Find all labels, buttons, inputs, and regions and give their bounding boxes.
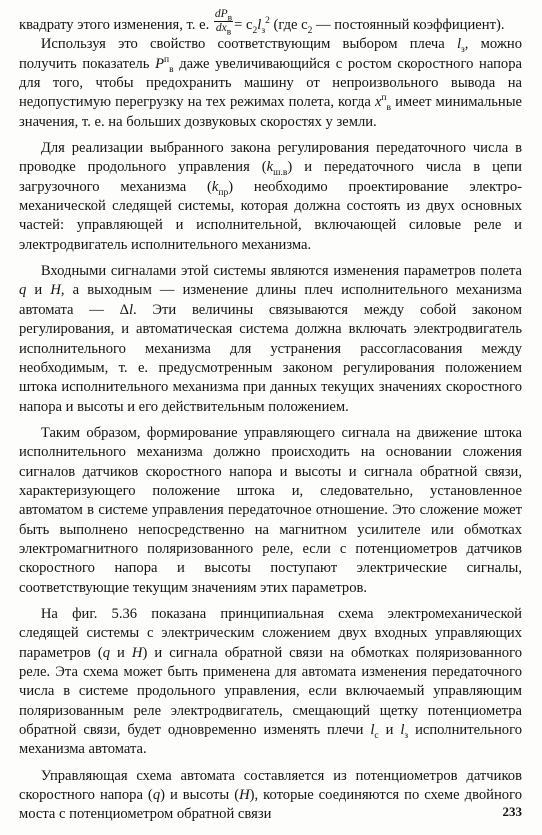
page-number: 233 [502,804,522,819]
paragraph-control-scheme: Управляющая схема автомата составляется из потенциометров датчиков скоростного напора (q) и высоты (H), которые соединяются по схеме двойного моста с потенциометром обратной связи [19,767,522,823]
body-text [19,8,523,825]
paragraph-implementation: Для реализации выбранного закона регулирования передаточного числа в проводке продольного управления $(k_{ш.в})$ и передаточного числа в цепи загрузочного механизма $(k_{пр})$ необходимо проектирование электро-механической следящей системы, которая должна состоять из двух основных частей: управляющей и исполнительной, включающей силовые реле и электродвигатель исполнительного механизма. [19,140,522,253]
paragraph-figure-reference: На фиг. 5.36 показана принципиальная схема электромеханической следящей системы с электрическим сложением двух входных управляющих параметров (q и H) и сигнала обратной связи на обмотках поляризованного реле. Эта схема может быть применена для автомата изменения передаточного числа в системе продольного управления, если включаемый управляющим поляризованным реле электродвигатель, смещающий щетку потенциометра обратной связи, будет одновременно изменять плечи $l_с$ и $l_з$ исполнительного механизма автомата. [19,605,523,758]
fraction-dP-dx: $\frac{dP_в}{dx_в}$ [214,8,233,38]
paragraph-control-signal: Таким образом, формирование управляющего сигнала на движение штока исполнительного механизма должно происходить на основании сложения сигналов датчиков скоростного напора и высоты и сигнала обратной связи, характеризующего положение штока и, следовательно, установленное автоматом в системе управления передаточное отношение. Это сложение может быть выполнено непосредственно на магнитном усилителе или обмотках электромагнитного поляризованного реле, если с потенциометров датчиков скоростного напора и высоты поступают электрические сигналы, соответствующие текущим значениям этих параметров. [19,424,522,596]
paragraph-input-signals: Входными сигналами этой системы являются изменения параметров полета q и H, а выходным — изменение длины плеч исполнительного механизма автомата — Δl. Эти величины связываются между собой законом регулирования, и автоматическая система должна включать электродвигатель исполнительного механизма для устранения рассогласования между необходимым, т. е. предусмотренным законом регулирования положением штока исполнительного механизма при данных текущих значениях скоростного напора и высоты и его действительным положением. [19,263,522,415]
paragraph-property: Используя это свойство соответствующим выбором плеча $l_з$, можно получить показатель $P^п_в$ даже увеличивающийся с ростом скоростного напора для того, чтобы предохранить машину от непроизвольного вывода на недопустимую перегрузку на тех режимах полета, когда $x^п_в$ имеет минимальные значения, т. е. на больших дозвуковых скоростях у земли. [19,36,523,130]
paragraph-continuation: квадрату этого изменения, т. е. $\frac{dP_в}{dx_в}$ = $c_2l_з^2$ (где $c_2$ — постоянный коэффициент). [19,8,505,38]
